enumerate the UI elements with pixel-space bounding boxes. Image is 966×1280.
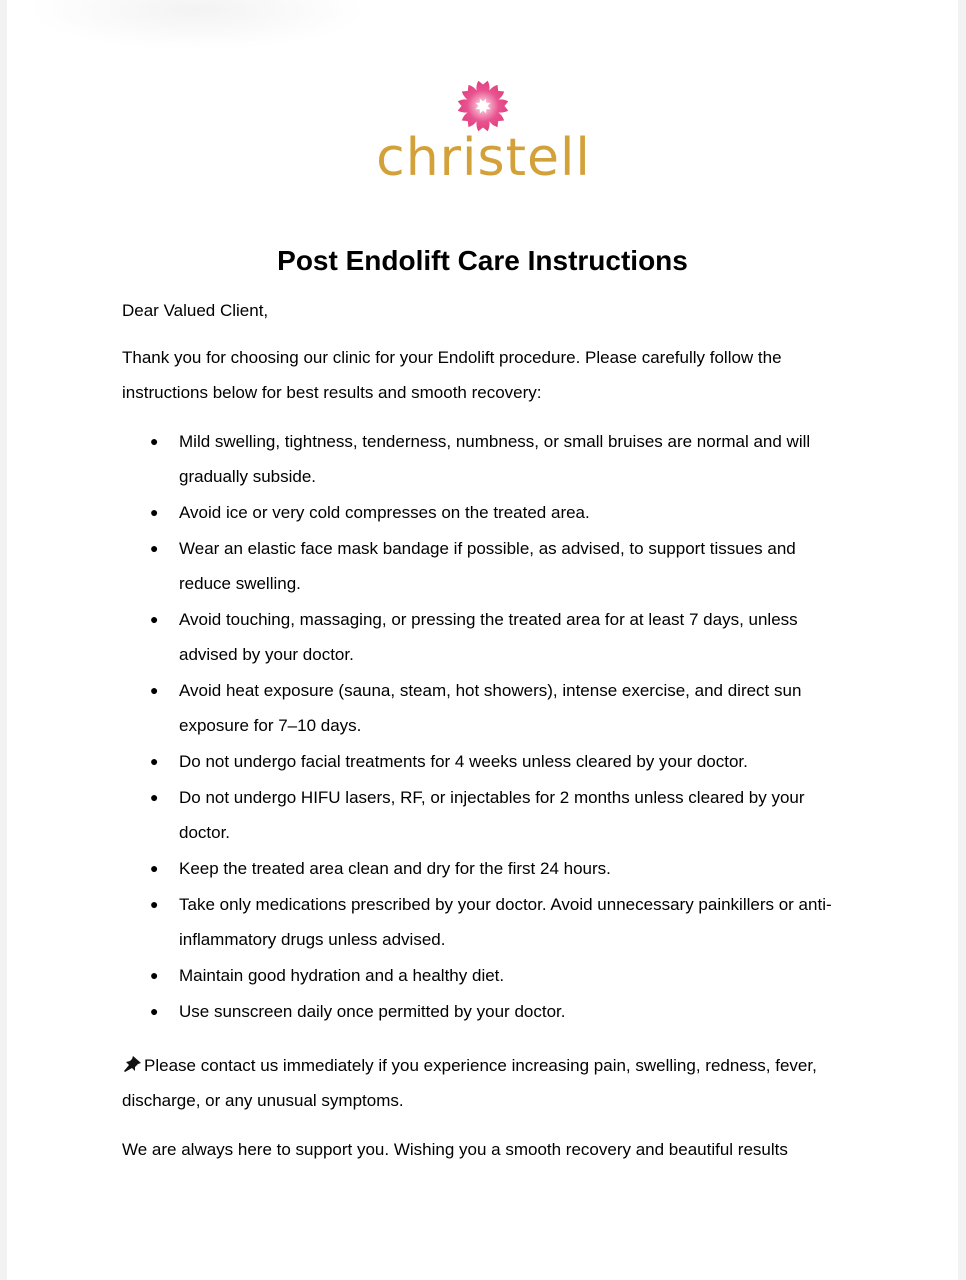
pushpin-icon bbox=[122, 1055, 142, 1073]
document-page bbox=[7, 0, 958, 1280]
list-item-text: Mild swelling, tightness, tenderness, numbness, or small bruises are normal and will gradually subside. bbox=[179, 432, 811, 486]
bullet-icon: ● bbox=[150, 789, 159, 805]
list-item bbox=[122, 958, 852, 993]
bullet-icon: ● bbox=[150, 860, 159, 876]
closing-line: We are always here to support you. Wishing you a smooth recovery and beautiful results bbox=[122, 1140, 788, 1159]
list-item-text: Do not undergo HIFU lasers, RF, or injectables for 2 months unless cleared by your doctor. bbox=[179, 788, 805, 842]
list-item bbox=[122, 602, 852, 672]
instructions-list bbox=[122, 424, 852, 1030]
list-item-text: Avoid heat exposure (sauna, steam, hot showers), intense exercise, and direct sun exposure for 7–10 days. bbox=[179, 681, 802, 735]
list-item bbox=[122, 424, 852, 494]
photo-glare bbox=[27, 0, 367, 50]
flower-logo-icon bbox=[453, 78, 513, 134]
list-item bbox=[122, 531, 852, 601]
list-item bbox=[122, 780, 852, 850]
list-item bbox=[122, 673, 852, 743]
document-title: Post Endolift Care Instructions bbox=[277, 245, 688, 276]
list-item-text: Use sunscreen daily once permitted by your doctor. bbox=[179, 1002, 566, 1021]
contact-notice bbox=[122, 1048, 852, 1118]
bullet-icon: ● bbox=[150, 896, 159, 912]
bullet-icon: ● bbox=[150, 611, 159, 627]
greeting: Dear Valued Client, bbox=[122, 301, 269, 320]
bullet-icon: ● bbox=[150, 967, 159, 983]
list-item-text: Do not undergo facial treatments for 4 weeks unless cleared by your doctor. bbox=[179, 752, 748, 771]
bullet-icon: ● bbox=[150, 682, 159, 698]
list-item-text: Keep the treated area clean and dry for the first 24 hours. bbox=[179, 859, 611, 878]
list-item bbox=[122, 994, 852, 1029]
bullet-icon: ● bbox=[150, 504, 159, 520]
notice-text: Please contact us immediately if you experience increasing pain, swelling, redness, fever, discharge, or any unusual symptoms. bbox=[122, 1056, 817, 1110]
bullet-icon: ● bbox=[150, 753, 159, 769]
list-item bbox=[122, 744, 852, 779]
clinic-logo bbox=[7, 78, 958, 188]
list-item bbox=[122, 851, 852, 886]
intro-paragraph: Thank you for choosing our clinic for your Endolift procedure. Please carefully follow the instructions below for best results and smooth recovery: bbox=[122, 348, 782, 402]
list-item-text: Maintain good hydration and a healthy diet. bbox=[179, 966, 505, 985]
list-item-text: Avoid touching, massaging, or pressing the treated area for at least 7 days, unless advised by your doctor. bbox=[179, 610, 798, 664]
list-item-text: Wear an elastic face mask bandage if possible, as advised, to support tissues and reduce swelling. bbox=[179, 539, 796, 593]
list-item-text: Avoid ice or very cold compresses on the treated area. bbox=[179, 503, 590, 522]
bullet-icon: ● bbox=[150, 433, 159, 449]
list-item bbox=[122, 887, 852, 957]
brand-name: christell bbox=[376, 128, 591, 188]
list-item-text: Take only medications prescribed by your doctor. Avoid unnecessary painkillers or anti-inflammatory drugs unless advised. bbox=[179, 895, 832, 949]
bullet-icon: ● bbox=[150, 1003, 159, 1019]
list-item bbox=[122, 495, 852, 530]
bullet-icon: ● bbox=[150, 540, 159, 556]
